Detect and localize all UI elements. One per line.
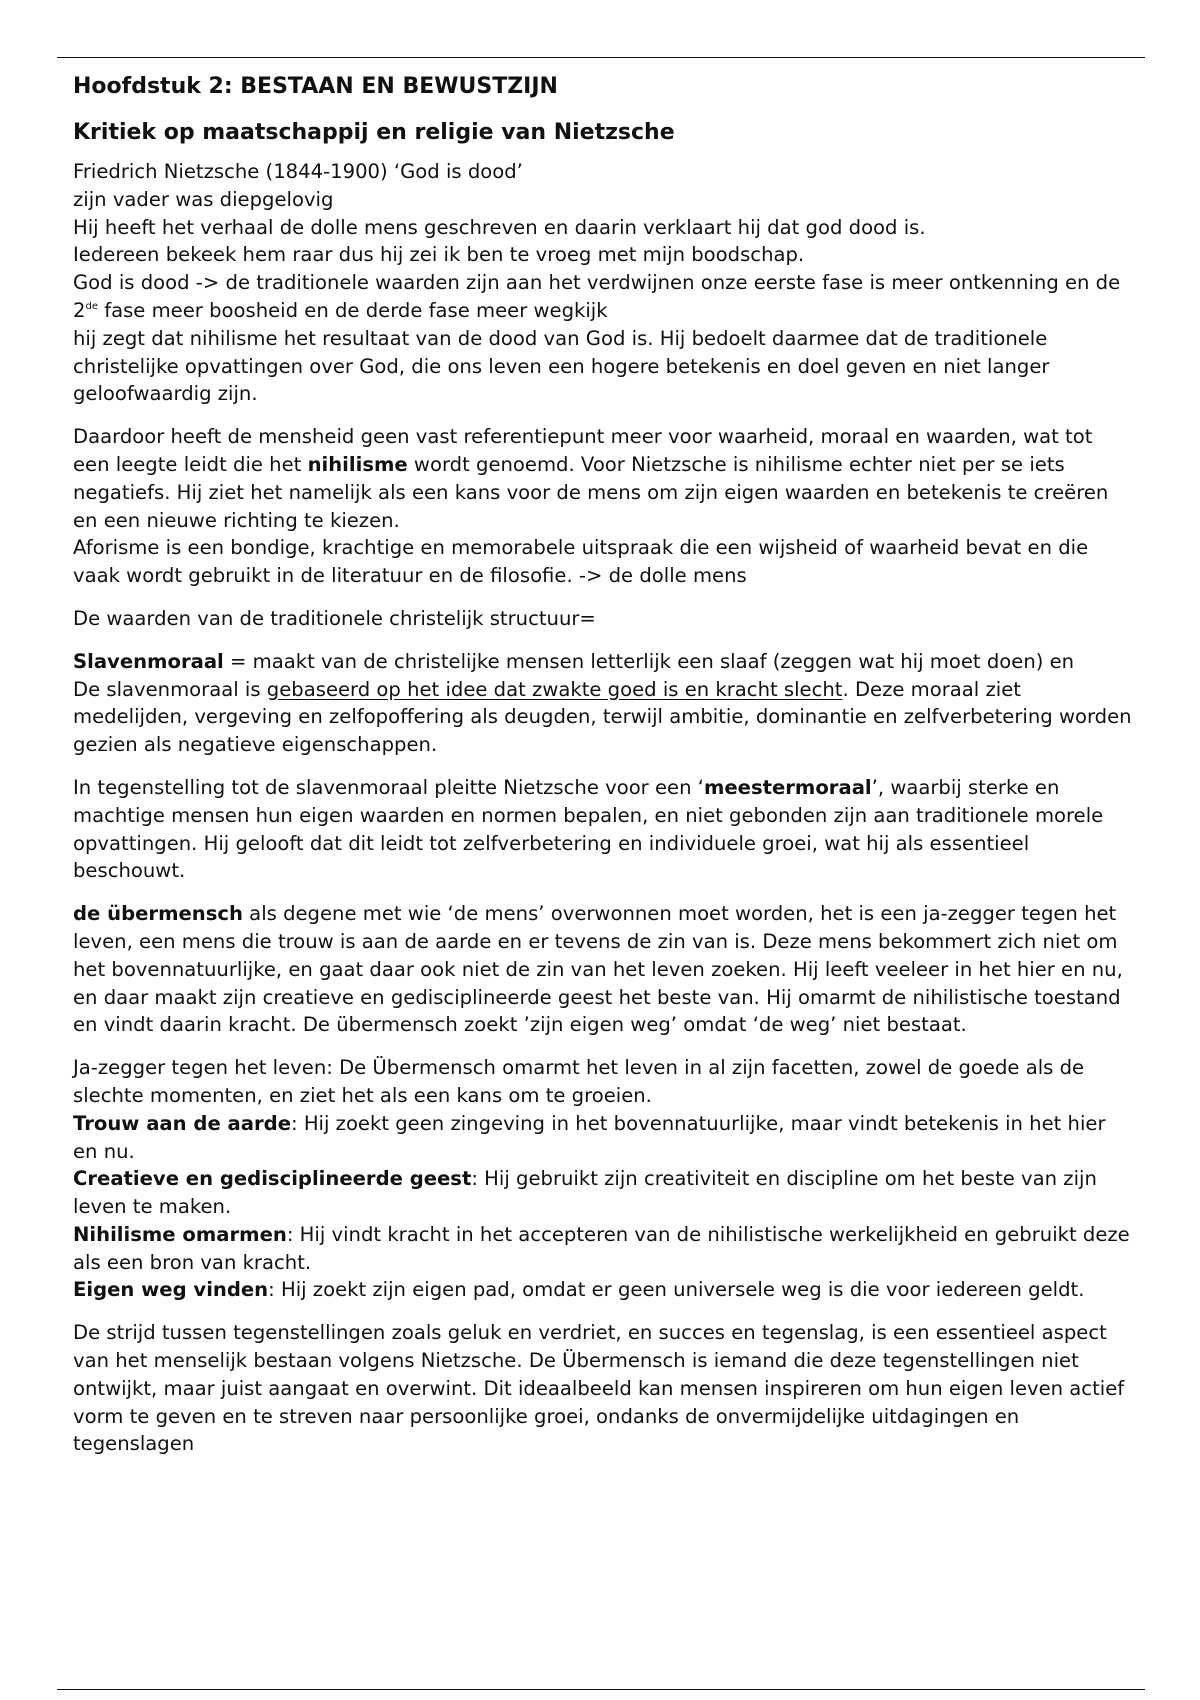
ubermensch-paragraph <box>73 900 1133 1039</box>
nihilism-paragraph <box>73 423 1133 590</box>
document-body <box>73 72 1133 1458</box>
ordinal-superscript: de <box>85 300 98 312</box>
intro-line: hij zegt dat nihilisme het resultaat van de dood van God is. Hij bedoelt daarmee dat de traditionele christelijke opvattingen over God, die ons leven een hogere betekenis en doel geven en niet langer geloofwaardig zijn. <box>73 326 1050 406</box>
text-run: wordt genoemd. Voor Nietzsche is nihilisme echter niet per se iets negatiefs. Hij ziet het namelijk als een kans voor de mens om zijn eigen waarden en betekenis te creëren en een nieuwe richting te kiezen. <box>73 452 1109 532</box>
section-heading: Kritiek op maatschappij en religie van Nietzsche <box>73 120 675 145</box>
term-ubermensch: de übermensch <box>73 902 243 926</box>
slave-morality-paragraph <box>73 648 1133 759</box>
text-run: als degene met wie ‘de mens’ overwonnen moet worden, het is een ja-zegger tegen het leven, een mens die trouw is aan de aarde en er tevens de zin van is. Deze mens bekommert zich niet om het bovennatuurlijke, en gaat daar ook niet de zin van het leven zoeken. Hij leeft veeleer in het hier en nu, en daar maakt zijn creatieve en gedisciplineerde geest het beste van. Hij omarmt de nihilistische toestand en vindt daarin kracht. De übermensch zoekt ’zijn eigen weg’ omdat ‘de weg’ niet bestaat. <box>73 902 1123 1037</box>
term-slavenmoraal: Slavenmoraal <box>73 649 224 673</box>
top-rule <box>57 57 1145 58</box>
text-run: = maakt van de christelijke mensen letterlijk een slaaf (zeggen wat hij moet doen) en <box>223 649 1075 673</box>
trait-term: Creatieve en gedisciplineerde geest <box>73 1167 472 1191</box>
trait-text: : Hij gebruikt zijn creativiteit en discipline om het beste van zijn leven te maken. <box>73 1167 1097 1219</box>
text-run: Daardoor heeft de mensheid geen vast referentiepunt meer voor waarheid, moraal en waarden, wat tot een leegte leidt die het <box>73 425 1093 476</box>
term-nihilisme: nihilisme <box>307 452 408 476</box>
trait-line: Ja-zegger tegen het leven: De Übermensch omarmt het leven in al zijn facetten, zowel de goede als de slechte momenten, en ziet het als een kans om te groeien. <box>73 1056 1085 1107</box>
term-meestermoraal: meestermoraal <box>703 775 872 799</box>
intro-line: Iedereen bekeek hem raar dus hij zei ik ben te vroeg met mijn boodschap. <box>73 243 805 267</box>
master-morality-paragraph <box>73 774 1133 885</box>
intro-line: Hij heeft het verhaal de dolle mens geschreven en daarin verklaart hij dat god dood is. <box>73 215 926 239</box>
values-intro: De waarden van de traditionele christelijk structuur= <box>73 606 596 630</box>
intro-line: Friedrich Nietzsche (1844-1900) ‘God is dood’ <box>73 160 523 183</box>
text-run: In tegenstelling tot de slavenmoraal pleitte Nietzsche voor een ‘ <box>73 775 704 799</box>
bottom-rule <box>57 1689 1145 1690</box>
intro-line: fase meer boosheid en de derde fase meer wegkijk <box>97 298 608 322</box>
trait-term: Eigen weg vinden <box>73 1278 269 1302</box>
ubermensch-traits <box>73 1054 1133 1304</box>
trait-text: : Hij vindt kracht in het accepteren van de nihilistische werkelijkheid en gebruikt deze als een bron van kracht. <box>73 1222 1130 1274</box>
trait-text: : Hij zoekt geen zingeving in het bovennatuurlijke, maar vindt betekenis in het hier en nu. <box>73 1111 1106 1163</box>
trait-term: Nihilisme omarmen <box>73 1222 287 1246</box>
text-run: ’, waarbij sterke en machtige mensen hun eigen waarden en normen bepalen, en niet gebonden zijn aan traditionele morele opvattingen. Hij gelooft dat dit leidt tot zelfverbetering en individuele groei, wat hij als essentieel beschouwt. <box>73 775 1104 883</box>
text-run: . Deze moraal ziet medelijden, vergeving en zelfopoffering als deugden, terwijl ambitie, dominantie en zelfverbetering worden gezien als negatieve eigenschappen. <box>73 677 1132 757</box>
text-run: De slavenmoraal is <box>73 677 267 701</box>
intro-line: zijn vader was diepgelovig <box>73 187 334 211</box>
conclusion-paragraph: De strijd tussen tegenstellingen zoals geluk en verdriet, en succes en tegenslag, is een essentieel aspect van het menselijk bestaan volgens Nietzsche. De Übermensch is iemand die deze tegenstellingen niet ontwijkt, maar juist aangaat en overwint. Dit ideaalbeeld kan mensen inspireren om hun eigen leven actief vorm te geven en te streven naar persoonlijke groei, ondanks de onvermijdelijke uitdagingen en tegenslagen <box>73 1321 1125 1456</box>
underlined-phrase: gebaseerd op het idee dat zwakte goed is en kracht slecht <box>266 677 843 701</box>
intro-line: God is dood -> de traditionele waarden zijn aan het verdwijnen onze eerste fase is meer ontkenning en de 2 <box>73 271 1121 322</box>
chapter-title: Hoofdstuk 2: BESTAAN EN BEWUSTZIJN <box>73 74 558 99</box>
aphorism-definition: Aforisme is een bondige, krachtige en memorabele uitspraak die een wijsheid of waarheid bevat en die vaak wordt gebruikt in de literatuur en de filosofie. -> de dolle mens <box>73 536 1089 588</box>
trait-text: : Hij zoekt zijn eigen pad, omdat er geen universele weg is die voor iedereen geldt. <box>268 1278 1085 1302</box>
trait-term: Trouw aan de aarde <box>73 1111 291 1135</box>
intro-paragraph <box>73 158 1133 408</box>
